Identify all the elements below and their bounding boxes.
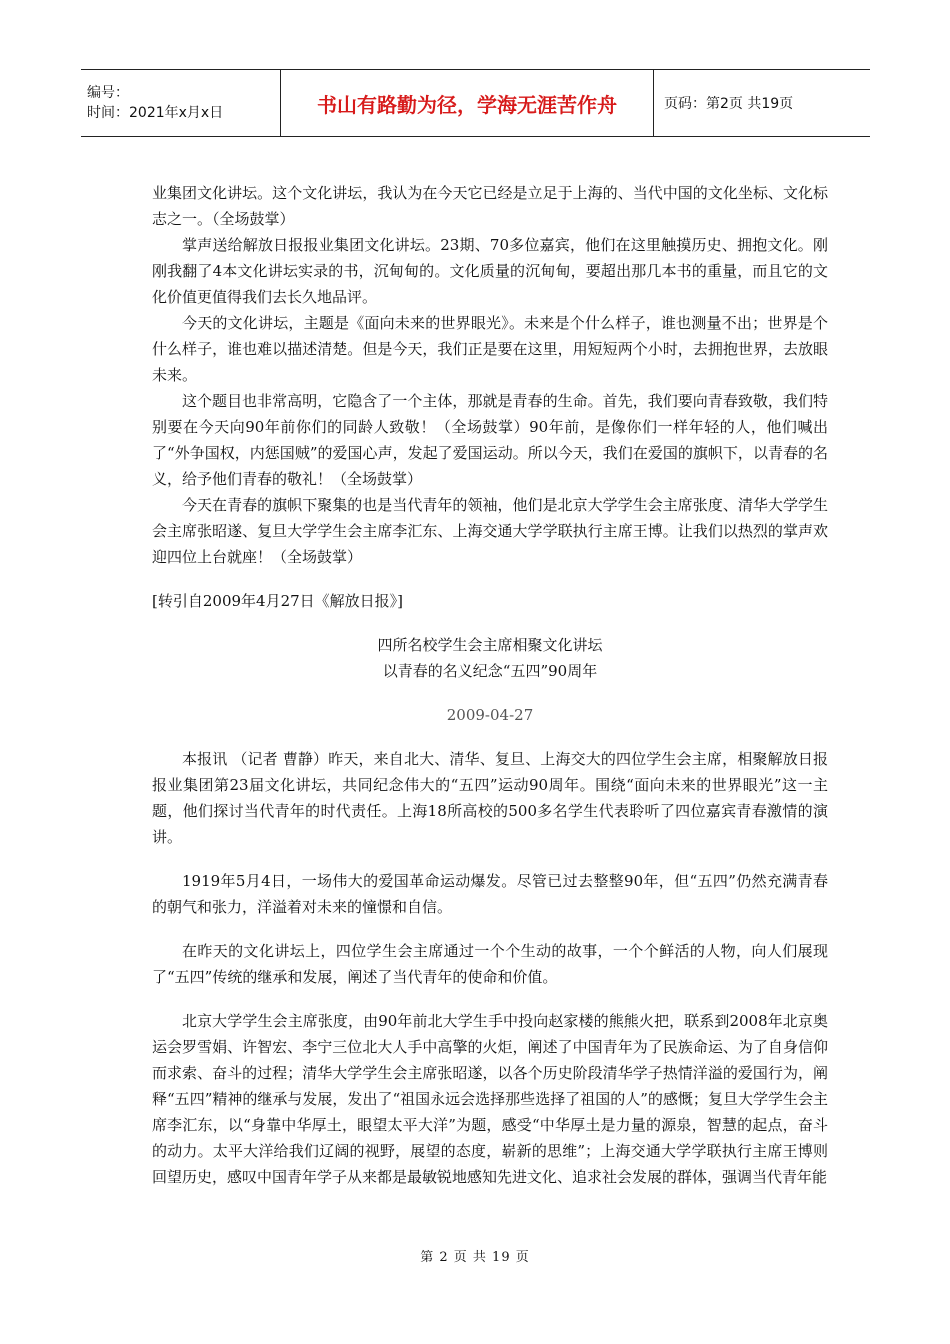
paragraph: 今天在青春的旗帜下聚集的也是当代青年的领袖，他们是北京大学学生会主席张度、清华大学学生会主席张昭遂、复旦大学学生会主席李汇东、上海交通大学学联执行主席王博。让我们以热烈的掌声欢迎四位上台就座！（全场鼓掌） xyxy=(152,496,828,566)
article-date: 2009-04-27 xyxy=(446,706,534,724)
paragraph: 业集团文化讲坛。这个文化讲坛，我认为在今天它已经是立足于上海的、当代中国的文化坐标、文化标志之一。（全场鼓掌） xyxy=(152,184,828,228)
header-motto: 书山有路勤为径，学海无涯苦作舟 xyxy=(281,70,654,136)
document-number: 编号： xyxy=(87,85,129,101)
paragraph: 在昨天的文化讲坛上，四位学生会主席通过一个个生动的故事，一个个鲜活的人物，向人们展现了“五四”传统的继承和发展，阐述了当代青年的使命和价值。 xyxy=(152,942,828,986)
page-footer: 第 2 页 共 19 页 xyxy=(420,1250,530,1265)
paragraph: 北京大学学生会主席张度，由90年前北大学生手中投向赵家楼的熊熊火把，联系到2008年北京奥运会罗雪娟、许智宏、李宁三位北大人手中高擎的火炬，阐述了中国青年为了民族命运、为了自身信仰而求索、奋斗的过程；清华大学学生会主席张昭遂，以各个历史阶段清华学子热情洋溢的爱国行为，阐释“五四”精神的继承与发展，发出了“祖国永远会选择那些选择了祖国的人”的感慨；复旦大学学生会主席李汇东，以“身靠中华厚土，眼望太平大洋”为题，感受“中华厚土是力量的源泉，智慧的起点，奋斗的动力。太平大洋给我们辽阔的视野，展望的态度，崭新的思维”；上海交通大学学联执行主席王博则回望历史，感叹中国青年学子从来都是最敏锐地感知先进文化、追求社会发展的群体，强调当代青年能 xyxy=(152,1012,828,1186)
header-page-number: 页码：第2页 共19页 xyxy=(664,96,794,112)
paragraph: 本报讯 （记者 曹静）昨天，来自北大、清华、复旦、上海交大的四位学生会主席，相聚解放日报报业集团第23届文化讲坛，共同纪念伟大的“五四”运动90周年。围绕“面向未来的世界眼光”这一主题，他们探讨当代青年的时代责任。上海18所高校的500多名学生代表聆听了四位嘉宾青春激情的演讲。 xyxy=(152,750,828,846)
document-time: 时间：2021年x月x日 xyxy=(87,105,224,121)
article-title: 四所名校学生会主席相聚文化讲坛 xyxy=(377,636,603,654)
paragraph: 1919年5月4日，一场伟大的爱国革命运动爆发。尽管已过去整整90年，但“五四”仍然充满青春的朝气和张力，洋溢着对未来的憧憬和自信。 xyxy=(152,872,828,916)
paragraph: 今天的文化讲坛，主题是《面向未来的世界眼光》。未来是个什么样子，谁也测量不出；世界是个什么样子，谁也难以描述清楚。但是今天，我们正是要在这里，用短短两个小时，去拥抱世界，去放眼未来。 xyxy=(152,314,828,384)
source-note: [转引自2009年4月27日《解放日报》] xyxy=(152,592,404,610)
document-body xyxy=(152,180,828,1190)
paragraph: 掌声送给解放日报报业集团文化讲坛。23期、70多位嘉宾，他们在这里触摸历史、拥抱文化。刚刚我翻了4本文化讲坛实录的书，沉甸甸的。文化质量的沉甸甸，要超出那几本书的重量，而且它的文化价值更值得我们去长久地品评。 xyxy=(152,236,828,306)
paragraph: 这个题目也非常高明，它隐含了一个主体，那就是青春的生命。首先，我们要向青春致敬，我们特别要在今天向90年前你们的同龄人致敬！（全场鼓掌）90年前，是像你们一样年轻的人，他们喊出了“外争国权，内惩国贼”的爱国心声，发起了爱国运动。所以今天，我们在爱国的旗帜下，以青春的名义，给予他们青春的敬礼！（全场鼓掌） xyxy=(152,392,828,488)
header-meta xyxy=(81,70,281,136)
page-header xyxy=(81,69,870,137)
article-subtitle: 以青春的名义纪念“五四”90周年 xyxy=(382,662,598,680)
